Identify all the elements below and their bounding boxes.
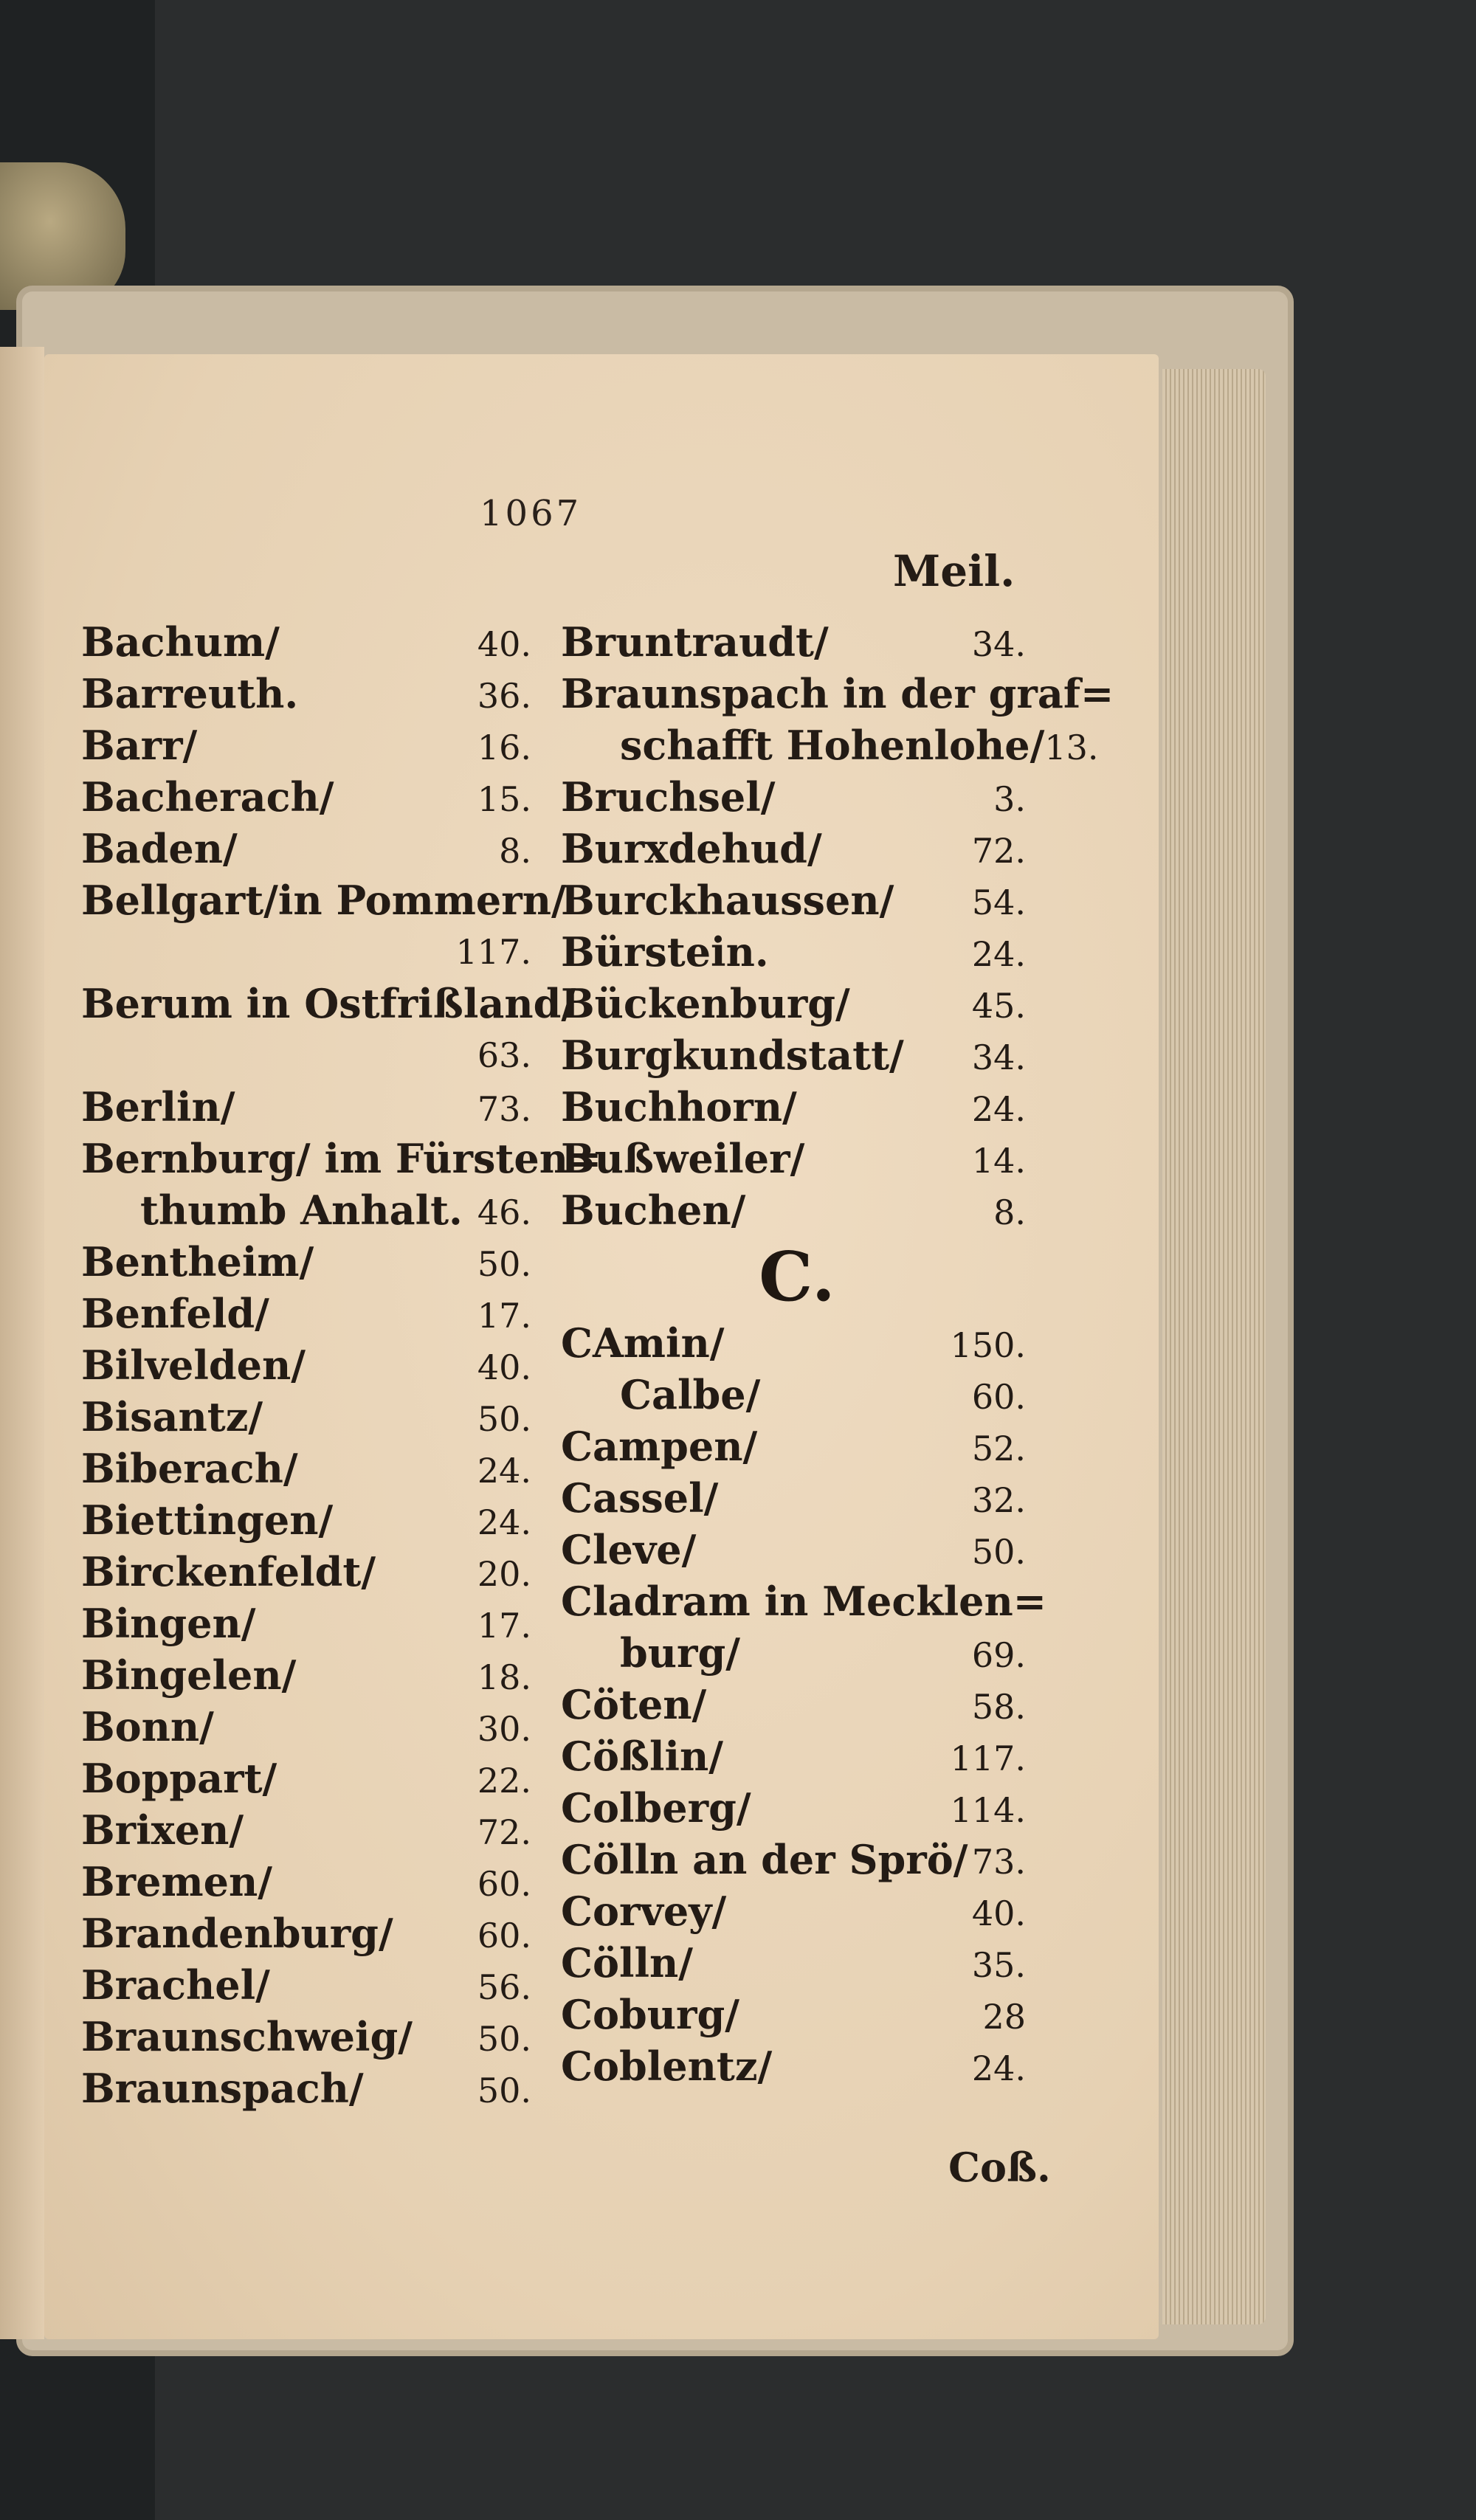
- place-name: Biettingen/: [81, 1497, 334, 1544]
- list-item: [561, 1524, 1033, 1575]
- distance-miles: 24.: [971, 934, 1026, 974]
- place-name: Burxdehud/: [561, 825, 822, 872]
- distance-miles: 28: [982, 1997, 1026, 2037]
- distance-miles: 45.: [971, 986, 1026, 1026]
- place-name: Corvey/: [561, 1888, 727, 1935]
- distance-miles: 50.: [971, 1532, 1026, 1572]
- place-name: Barreuth.: [81, 670, 299, 717]
- place-name: Cladram in Mecklen=: [561, 1578, 1046, 1625]
- list-item: [561, 668, 1114, 719]
- list-item: [81, 1546, 539, 1598]
- place-name: Biberach/: [81, 1445, 298, 1492]
- place-name: Campen/: [561, 1423, 758, 1470]
- distance-miles: 40.: [477, 624, 531, 664]
- place-name: CAmin/: [561, 1319, 725, 1367]
- distance-miles: 36.: [477, 676, 531, 716]
- place-name: Bernburg/ im Fürsten=: [81, 1135, 602, 1182]
- distance-miles: 34.: [971, 1038, 1026, 1077]
- right-column-c-entries: [561, 1317, 1046, 2092]
- place-name: Bruchsel/: [561, 773, 776, 821]
- distance-miles: 15.: [477, 779, 531, 819]
- distance-miles: 17.: [477, 1606, 531, 1646]
- place-name: Bachum/: [81, 618, 280, 666]
- distance-miles: 32.: [971, 1480, 1026, 1520]
- place-name: Bußweiler/: [561, 1135, 805, 1182]
- list-item: [81, 1649, 539, 1701]
- place-name: Benfeld/: [81, 1290, 269, 1337]
- place-name: Birckenfeldt/: [81, 1548, 376, 1595]
- list-item: [81, 1443, 539, 1494]
- book-clasp: [0, 162, 125, 310]
- place-name: Berum in Ostfrißland/: [81, 980, 576, 1027]
- distance-miles: 50.: [477, 2019, 531, 2059]
- list-item: [81, 1701, 539, 1753]
- distance-miles: 114.: [950, 1790, 1026, 1830]
- distance-miles: 20.: [477, 1554, 531, 1594]
- list-item: [561, 719, 1099, 771]
- list-item: [81, 1184, 539, 1236]
- distance-miles: 72.: [971, 831, 1026, 871]
- list-item: [561, 1730, 1033, 1782]
- list-item: [81, 1339, 539, 1391]
- catchword: Coß.: [948, 2144, 1051, 2191]
- place-name: Bonn/: [81, 1703, 214, 1750]
- distance-miles: 30.: [477, 1709, 531, 1749]
- place-name: Braunspach in der graf=: [561, 670, 1114, 717]
- distance-miles: 8.: [499, 831, 531, 871]
- distance-miles: 16.: [477, 728, 531, 767]
- distance-miles: 3.: [993, 779, 1026, 819]
- distance-miles: 56.: [477, 1967, 531, 2007]
- distance-miles: 60.: [477, 1916, 531, 1955]
- place-name: Cölln/: [561, 1939, 694, 1986]
- list-item: [561, 616, 1033, 668]
- list-item: [561, 1989, 1033, 2040]
- page-block-edge: [1162, 369, 1266, 2324]
- list-item: [81, 926, 539, 978]
- distance-miles: 40.: [477, 1347, 531, 1387]
- list-item: [561, 1575, 1046, 1627]
- distance-miles: 24.: [971, 2048, 1026, 2088]
- distance-miles: 50.: [477, 2071, 531, 2110]
- place-name: Burgkundstatt/: [561, 1032, 904, 1079]
- place-name: Buchhorn/: [561, 1083, 797, 1130]
- place-name: Coburg/: [561, 1991, 739, 2038]
- list-item: [561, 1420, 1033, 1472]
- distance-miles: 24.: [971, 1089, 1026, 1129]
- left-column: [81, 616, 602, 2114]
- distance-miles: 14.: [971, 1141, 1026, 1181]
- distance-miles: 150.: [950, 1325, 1026, 1365]
- place-name: Brachel/: [81, 1961, 270, 2009]
- list-item: [81, 719, 539, 771]
- place-name: Cassel/: [561, 1474, 719, 1522]
- list-item: [561, 823, 1033, 874]
- section-letter: C.: [759, 1237, 835, 1316]
- distance-miles: 52.: [971, 1429, 1026, 1468]
- list-item: [561, 1317, 1033, 1369]
- place-name: Bentheim/: [81, 1238, 314, 1285]
- page-number: 1067: [480, 493, 582, 534]
- list-item: [81, 1753, 539, 1804]
- list-item: [561, 1834, 1033, 1885]
- distance-miles: 63.: [477, 1035, 531, 1075]
- list-item: [81, 1391, 539, 1443]
- list-item: [561, 926, 1033, 978]
- list-item: [561, 1133, 1033, 1184]
- list-item: [561, 1184, 1033, 1236]
- place-name: Bingelen/: [81, 1651, 297, 1699]
- list-item: [81, 1288, 539, 1339]
- place-name: Baden/: [81, 825, 238, 872]
- list-item: [561, 1627, 1033, 1679]
- book-gutter: [0, 347, 44, 2339]
- list-item: [81, 2011, 539, 2062]
- list-item: [561, 2040, 1033, 2092]
- distance-miles: 117.: [950, 1739, 1026, 1778]
- distance-miles: 60.: [971, 1377, 1026, 1417]
- place-name: Cleve/: [561, 1526, 697, 1573]
- place-name: Bacherach/: [81, 773, 334, 821]
- place-name: Cößlin/: [561, 1733, 724, 1780]
- place-name: Brandenburg/: [81, 1910, 393, 1957]
- list-item: [561, 1472, 1033, 1524]
- place-name: Bremen/: [81, 1858, 272, 1905]
- list-item: [561, 1782, 1033, 1834]
- list-item: [81, 1804, 539, 1856]
- list-item: [81, 2062, 539, 2114]
- place-name: Barr/: [81, 722, 198, 769]
- list-item: [81, 616, 539, 668]
- list-item: [561, 1679, 1033, 1730]
- list-item: [81, 1081, 539, 1133]
- place-name: Colberg/: [561, 1784, 751, 1832]
- place-name: Cöten/: [561, 1681, 707, 1728]
- distance-miles: 73.: [971, 1842, 1026, 1882]
- place-name: Bellgart/in Pommern/: [81, 877, 566, 924]
- place-name: Bruntraudt/: [561, 618, 829, 666]
- distance-miles: 8.: [993, 1192, 1026, 1232]
- distance-miles: 72.: [477, 1812, 531, 1852]
- distance-miles: 18.: [477, 1657, 531, 1697]
- place-name: Braunspach/: [81, 2065, 364, 2112]
- distance-miles: 17.: [477, 1296, 531, 1336]
- list-item: [561, 978, 1033, 1029]
- place-name: Bürstein.: [561, 928, 769, 976]
- list-item: [561, 771, 1033, 823]
- place-name: Cölln an der Sprö/: [561, 1836, 968, 1883]
- list-item: [561, 1885, 1033, 1937]
- distance-miles: 69.: [971, 1635, 1026, 1675]
- distance-miles: 35.: [971, 1945, 1026, 1985]
- distance-miles: 54.: [971, 883, 1026, 922]
- place-name: thumb Anhalt.: [140, 1187, 463, 1234]
- place-name: Calbe/: [620, 1371, 761, 1418]
- list-item: [81, 823, 539, 874]
- place-name: Berlin/: [81, 1083, 235, 1130]
- list-item: [81, 771, 539, 823]
- distance-miles: 24.: [477, 1502, 531, 1542]
- list-item: [561, 1937, 1033, 1989]
- place-name: Braunschweig/: [81, 2013, 413, 2060]
- distance-miles: 22.: [477, 1761, 531, 1801]
- list-item: [81, 668, 539, 719]
- place-name: Bückenburg/: [561, 980, 850, 1027]
- list-item: [81, 1236, 539, 1288]
- distance-miles: 58.: [971, 1687, 1026, 1727]
- place-name: Buchen/: [561, 1187, 746, 1234]
- distance-miles: 13.: [1044, 728, 1099, 767]
- list-item: [561, 1081, 1033, 1133]
- list-item: [81, 1029, 539, 1081]
- list-item: [81, 1856, 539, 1908]
- list-item: [81, 978, 576, 1029]
- distance-miles: 24.: [477, 1451, 531, 1491]
- place-name: Bisantz/: [81, 1393, 263, 1440]
- place-name: Bilvelden/: [81, 1342, 306, 1389]
- distance-miles: 40.: [971, 1894, 1026, 1933]
- list-item: [81, 1959, 539, 2011]
- list-item: [561, 1369, 1033, 1420]
- place-name: Burckhaussen/: [561, 877, 894, 924]
- place-name: Bingen/: [81, 1600, 256, 1647]
- place-name: schafft Hohenlohe/: [620, 722, 1045, 769]
- right-column-b-entries: [561, 616, 1114, 1236]
- unit-header: Meil.: [893, 546, 1015, 596]
- list-item: [561, 874, 1033, 926]
- list-item: [81, 1598, 539, 1649]
- place-name: Brixen/: [81, 1806, 244, 1854]
- distance-miles: 46.: [477, 1192, 531, 1232]
- distance-miles: 34.: [971, 624, 1026, 664]
- list-item: [81, 1494, 539, 1546]
- distance-miles: 73.: [477, 1089, 531, 1129]
- right-column: [561, 616, 1114, 2092]
- distance-miles: 50.: [477, 1399, 531, 1439]
- place-name: Coblentz/: [561, 2043, 773, 2090]
- list-item: [81, 1133, 602, 1184]
- list-item: [561, 1029, 1033, 1081]
- list-item: [81, 1908, 539, 1959]
- list-item: [81, 874, 566, 926]
- distance-miles: 117.: [455, 932, 531, 972]
- place-name: Boppart/: [81, 1755, 277, 1802]
- place-name: burg/: [620, 1629, 740, 1677]
- distance-miles: 60.: [477, 1864, 531, 1904]
- distance-miles: 50.: [477, 1244, 531, 1284]
